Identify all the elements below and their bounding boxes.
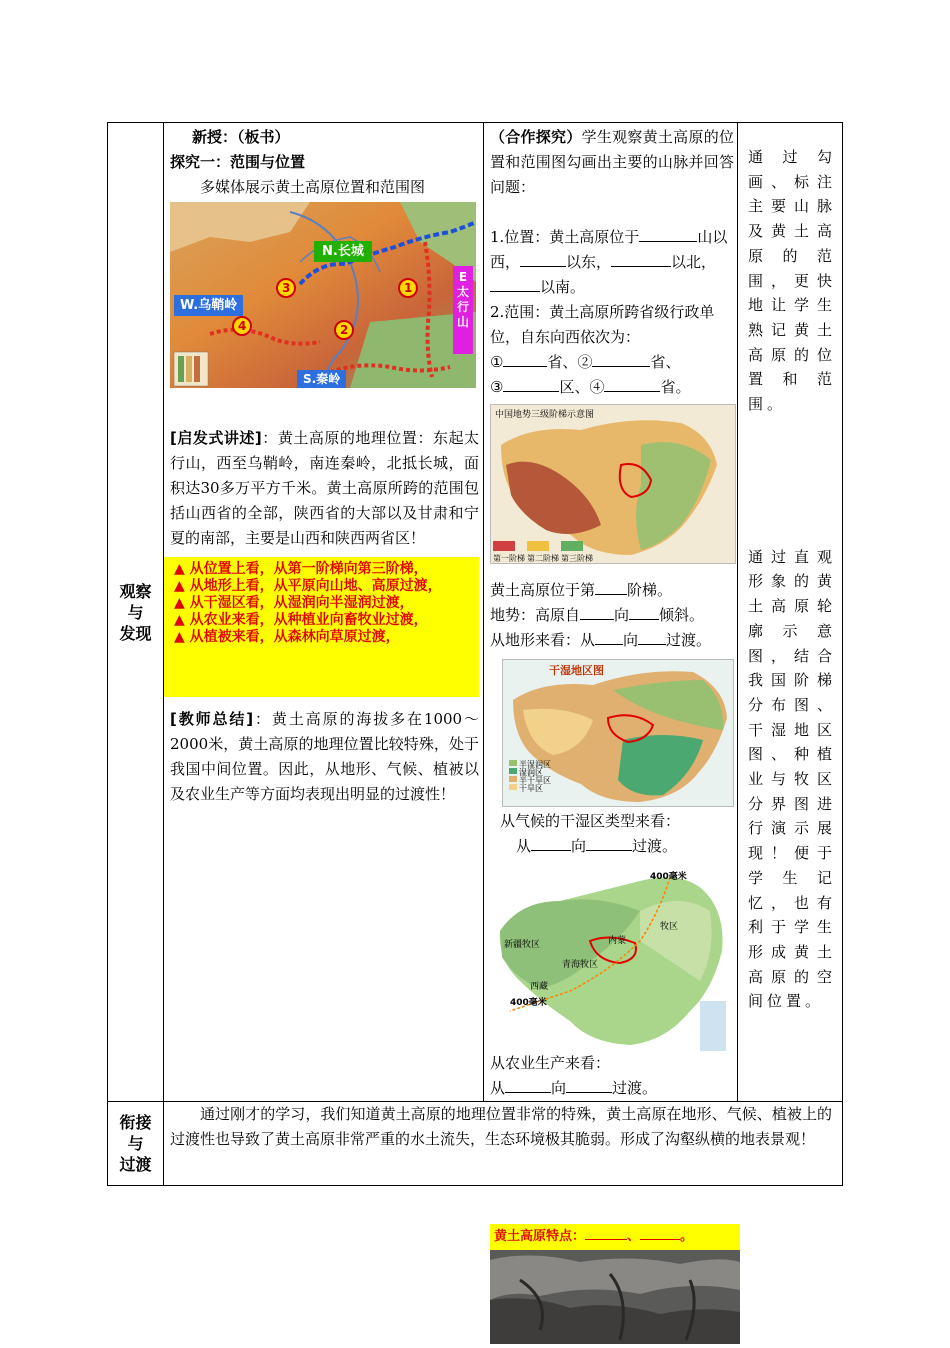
terrain-map-title: 中国地势三级阶梯示意图 <box>495 410 595 420</box>
transition-text: 通过刚才的学习，我们知道黄土高原的地理位置非常的特殊，黄土高原在地形、气候、植被上的过渡性也导致了黄土高原非常严重的水土流失，生态环境极其脆弱。形成了沟壑纵横的地表景观！ <box>170 1105 832 1148</box>
map-label-great-wall: N.长城 <box>314 241 372 262</box>
highlight-line-1: ▲ 从位置上看，从第一阶梯向第三阶梯， <box>174 561 428 577</box>
blank-17[interactable] <box>566 1078 612 1093</box>
lecture-paragraph: [启发式讲述]：黄土高原的地理位置：东起太行山，西至乌鞘岭，南连秦岭，北抵长城，面积达30多万平方千米。黄土高原所跨的范围包括山西省的全部，陕西省的大部以及甘肃和宁夏的南部，主要是山西和陕西两省区！ <box>170 429 479 547</box>
blank-11[interactable] <box>629 605 659 620</box>
row-label-transition: 衔接 与 过渡 <box>108 1102 164 1186</box>
blank-4[interactable] <box>490 277 540 292</box>
map-label-taihang: E 太 行 山 <box>453 266 473 354</box>
agri-label-qinghai: 青海牧区 <box>562 960 599 970</box>
dry-legend-1: 半湿润区 <box>519 760 551 769</box>
cooperative-intro: （合作探究）学生观察黄土高原的位置和范围图勾画出主要的山脉并回答问题： <box>490 128 734 196</box>
highlight-line-4: ▲ 从农业来看，从种植业向畜牧业过渡， <box>174 612 428 628</box>
loess-feature-image <box>490 1224 740 1344</box>
map-label-qinling: S.秦岭 <box>297 370 346 388</box>
highlight-line-2: ▲ 从地形上看，从平原向山地、高原过渡， <box>174 578 442 594</box>
heading-explore: 探究一：范围与位置 <box>170 153 306 171</box>
row-transition <box>108 1102 843 1186</box>
blank-16[interactable] <box>505 1078 551 1093</box>
blank-6[interactable] <box>592 352 650 367</box>
design-intent-cell <box>738 123 843 1102</box>
agri-label-400mm-bottom: 400毫米 <box>510 998 547 1008</box>
question-agriculture: 从 向 过渡。 <box>490 1079 658 1097</box>
question-range: 2.范围：黄土高原所跨省级行政单位，自东向西依次为： <box>490 303 715 346</box>
agri-label-xinjiang: 新疆牧区 <box>504 940 541 950</box>
map-number-2: 2 <box>340 323 349 337</box>
design-note-2: 通过直观形象的黄土高原轮廓示意图，结合我国阶梯分布图、干湿地区图、种植业与牧区分界图进行演示展现！便于学生记忆，也有利于学生形成黄土高原的空间位置。 <box>748 547 836 1011</box>
agri-label-neimeng: 内蒙 <box>608 936 627 946</box>
blank-12[interactable] <box>595 630 623 645</box>
map-number-4: 4 <box>238 319 247 333</box>
dry-wet-zone-map <box>502 659 734 807</box>
transition-text-cell <box>164 1102 843 1186</box>
climate-intro: 从气候的干湿区类型来看： <box>500 812 681 830</box>
agri-label-400mm-top: 400毫米 <box>650 872 687 882</box>
highlight-line-5: ▲ 从植被来看，从森林向草原过渡， <box>174 629 400 645</box>
question-step: 黄土高原位于第 阶梯。 <box>490 581 673 599</box>
blank-2[interactable] <box>520 252 566 267</box>
terrain-legend-1: 第一阶梯 <box>493 554 525 563</box>
row-observe <box>108 123 843 1102</box>
gully-photo <box>490 1250 740 1344</box>
map-number-1: 1 <box>404 281 413 295</box>
question-range-answers: ① 省、② 省、 ③ 区、④ 省。 <box>490 353 691 396</box>
blank-10[interactable] <box>580 605 614 620</box>
agriculture-zone-map <box>490 871 730 1051</box>
question-position: 1.位置：黄土高原位于 山以西， 以东， 以北，以南。 <box>490 228 728 296</box>
dry-legend-3: 半干旱区 <box>519 776 551 785</box>
blank-14[interactable] <box>531 836 571 851</box>
highlight-line-3: ▲ 从干湿区看，从湿润向半湿润过渡， <box>174 595 414 611</box>
question-slope: 地势：高原自 向 倾斜。 <box>490 606 705 624</box>
question-terrain: 从地形来看：从 向 过渡。 <box>490 631 712 649</box>
blank-15[interactable] <box>586 836 632 851</box>
multimedia-intro: 多媒体展示黄土高原位置和范围图 <box>200 178 426 196</box>
transition-highlight-box <box>164 557 479 697</box>
heading-new-lesson: 新授：（板书） <box>192 128 290 146</box>
agri-label-mu: 牧区 <box>660 922 679 932</box>
question-climate: 从 向 过渡。 <box>516 837 678 855</box>
loess-plateau-range-map <box>170 202 476 388</box>
blank-7[interactable] <box>503 377 559 392</box>
feature-title-bar: 黄土高原特点： 、 。 <box>490 1224 740 1250</box>
map-label-wuqiao: W.乌鞘岭 <box>174 295 243 316</box>
blank-8[interactable] <box>604 377 660 392</box>
row-label-observe: 观察 与 发现 <box>108 123 164 1102</box>
blank-5[interactable] <box>503 352 547 367</box>
blank-1[interactable] <box>639 227 697 242</box>
agri-label-xizang: 西藏 <box>530 982 549 992</box>
blank-9[interactable] <box>595 580 627 595</box>
agri-map-graphic <box>490 871 730 1051</box>
student-activity-cell <box>484 123 738 1102</box>
blank-13[interactable] <box>638 630 666 645</box>
dry-legend-2: 湿润区 <box>519 768 543 777</box>
terrain-map-graphic <box>491 405 735 563</box>
dry-map-title: 干湿地区图 <box>549 664 604 677</box>
design-note-1: 通过勾画、标注主要山脉及黄土高原的范围，更快地让学生熟记黄土高原的位置和范围。 <box>748 148 836 414</box>
map-number-3: 3 <box>282 281 291 295</box>
terrain-legend-3: 第三阶梯 <box>561 554 593 563</box>
lesson-table <box>107 122 843 1186</box>
terrain-legend-2: 第二阶梯 <box>527 554 559 563</box>
terrain-steps-map <box>490 404 736 564</box>
agri-intro: 从农业生产来看： <box>490 1054 611 1072</box>
blank-3[interactable] <box>611 252 671 267</box>
teacher-activity-cell <box>164 123 484 1102</box>
dry-legend-4: 干旱区 <box>519 784 543 793</box>
teacher-summary: [教师总结]：黄土高原的海拔多在1000～2000米，黄土高原的地理位置比较特殊，处于我国中间位置。因此，从地形、气候、植被以及农业生产等方面均表现出明显的过渡性！ <box>170 710 479 803</box>
